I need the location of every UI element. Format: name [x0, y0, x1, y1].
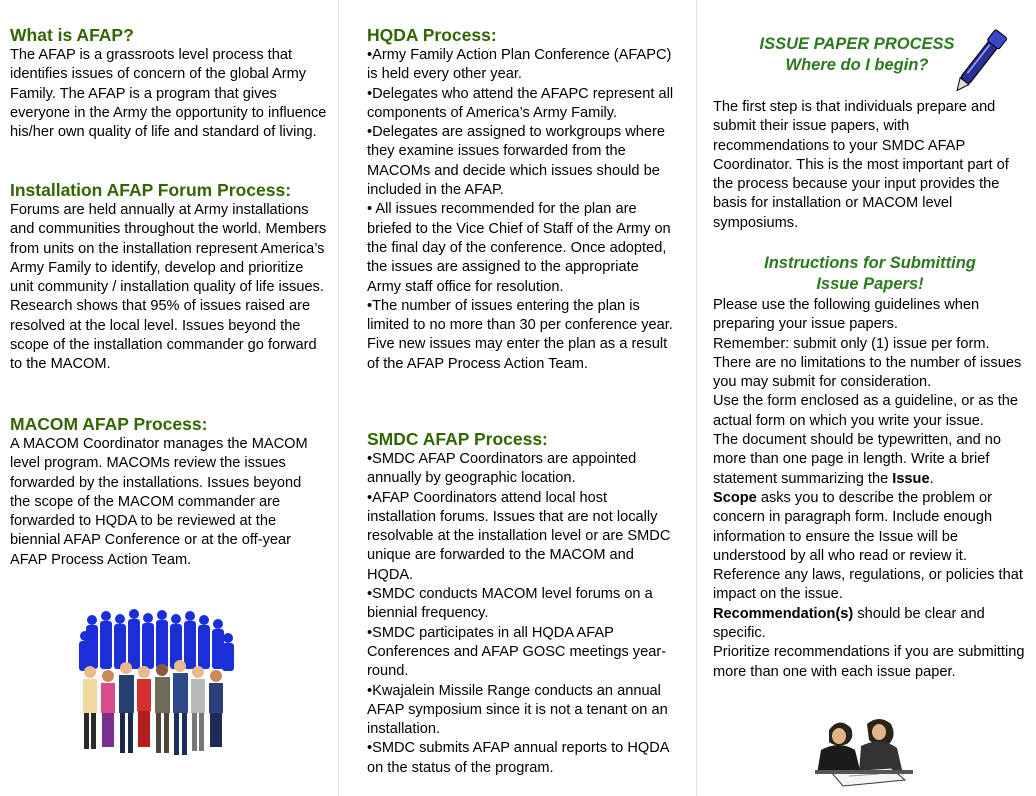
- smdc-item: •AFAP Coordinators attend local host installation forums. Issues that are not locally resolvable at the installation level or are SMDC unique are forwarded to the MACOM and HQDA.: [367, 489, 671, 583]
- installation-heading: Installation AFAP Forum Process:: [10, 180, 292, 200]
- issue-paper-title: [737, 34, 977, 76]
- people-reviewing-papers-illustration: [809, 710, 919, 790]
- instructions-p4-text: The document should be typewritten, and no more than one page in length. Write a brief statement summarizing the: [713, 432, 1002, 487]
- hqda-heading: HQDA Process:: [367, 25, 497, 45]
- installation-body: Forums are held annually at Army installations and communities throughout the world. Members from units on the installation represent America’s Army Family to identify, develop and prioritize unit community / installation quality of life issues. Research shows that 95% of issues raised are resolved at the local level. Issues beyond the scope of the installation commander go forward to the MACOM.: [10, 202, 327, 373]
- hqda-item: •The number of issues entering the plan is limited to no more than 30 per conference year. Five new issues may enter the plan as a result of the AFAP Process Action Team.: [367, 297, 673, 372]
- macom-section: [10, 413, 325, 570]
- issue-paper-title-line1: ISSUE PAPER PROCESS: [759, 35, 955, 53]
- recommendation-text: should be clear and specific.: [713, 605, 985, 642]
- first-step-body: The first step is that individuals prepare and submit their issue papers, with recommendations to your SMDC AFAP Coordinator. This is the most important part of the process because your input provides the basis for installation or MACOM level symposiums.: [713, 99, 1009, 231]
- hqda-item: •Delegates are assigned to workgroups where they examine issues forwarded from the MACOMs and decide which issues should be included in the AFAP.: [367, 124, 665, 199]
- hqda-item: •Army Family Action Plan Conference (AFAPC) is held every other year.: [367, 47, 672, 83]
- instructions-p2: Remember: submit only (1) issue per form. There are no limitations to the number of issues you may submit for consideration.: [713, 335, 1022, 391]
- issue-paper-title-line2: Where do I begin?: [785, 56, 929, 74]
- recommendation-paragraph: [713, 605, 1029, 644]
- army-family-crowd-illustration: [78, 606, 238, 764]
- what-is-afap-section: [10, 24, 330, 142]
- scope-term: Scope: [713, 489, 757, 506]
- instructions-p4: [713, 431, 1029, 489]
- instructions-heading-line1: Instructions for Submitting: [764, 254, 976, 272]
- smdc-section: [367, 428, 675, 778]
- scope-text: asks you to describe the problem or concern in paragraph form. Include enough information to ensure the Issue will be understood by all who read or review it. Reference any laws, regulations, or policies that impact on the issue.: [713, 489, 1023, 603]
- smdc-item: •SMDC submits AFAP annual reports to HQDA on the status of the program.: [367, 740, 669, 776]
- smdc-item: •SMDC participates in all HQDA AFAP Conferences and AFAP GOSC meetings year-round.: [367, 624, 667, 680]
- hqda-section: [367, 24, 675, 374]
- column-left: [0, 0, 338, 796]
- instructions-p4-end: .: [929, 470, 934, 487]
- smdc-item: •SMDC conducts MACOM level forums on a biennial frequency.: [367, 586, 653, 622]
- first-step-section: [713, 98, 1027, 233]
- installation-section: [10, 179, 330, 375]
- smdc-item: •Kwajalein Missile Range conducts an annual AFAP symposium since it is not a tenant on an installation.: [367, 682, 668, 738]
- instructions-body: [713, 296, 1029, 682]
- macom-heading: MACOM AFAP Process:: [10, 414, 208, 434]
- instructions-heading-line2: Issue Papers!: [816, 275, 924, 293]
- column-middle: [338, 0, 696, 796]
- what-is-afap-body: The AFAP is a grassroots level process that identifies issues of concern of the global Army Family. The AFAP is a program that gives everyone in the Army the opportunity to influence his/her own quality of life and standard of living.: [10, 47, 327, 141]
- column-right: [696, 0, 1036, 796]
- smdc-item: •SMDC AFAP Coordinators are appointed annually by geographic location.: [367, 451, 637, 487]
- hqda-item: •Delegates who attend the AFAPC represent all components of America’s Army Family.: [367, 85, 674, 121]
- issue-term: Issue: [892, 470, 930, 487]
- smdc-heading: SMDC AFAP Process:: [367, 429, 548, 449]
- instructions-p3: Use the form enclosed as a guideline, or as the actual form on which you write your issue.: [713, 393, 1019, 429]
- scope-paragraph: [713, 489, 1029, 605]
- prioritize-paragraph: Prioritize recommendations if you are submitting more than one with each issue paper.: [713, 644, 1025, 680]
- recommendation-term: Recommendation(s): [713, 605, 854, 622]
- instructions-p1: Please use the following guidelines when preparing your issue papers.: [713, 297, 980, 333]
- macom-body: A MACOM Coordinator manages the MACOM level program. MACOMs review the issues forwarded by the installations. Issues beyond the scope of the MACOM commander are forwarded to HQDA to be reviewed at the biennial AFAP Conference or at the off-year AFAP Process Action Team.: [10, 436, 308, 568]
- what-is-afap-heading: What is AFAP?: [10, 25, 134, 45]
- hqda-item: • All issues recommended for the plan are briefed to the Vice Chief of Staff of the Army on the final day of the conference. Once adopted, the issues are assigned to the appropriate Army staff office for resolution.: [367, 201, 671, 295]
- instructions-heading: [723, 253, 1017, 295]
